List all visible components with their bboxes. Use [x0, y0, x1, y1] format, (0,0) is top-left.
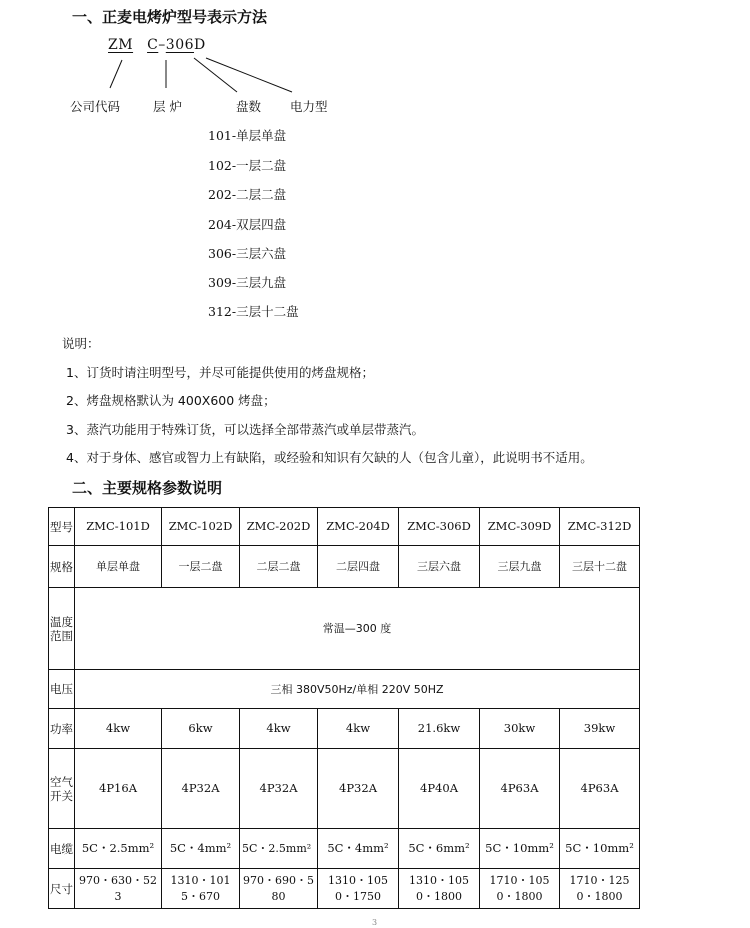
cell-power: 39kw: [560, 709, 640, 749]
model-item: 309-三层九盘: [208, 275, 287, 290]
cell-model: ZMC-204D: [318, 508, 399, 546]
cell-size: 1310・1015・670: [162, 869, 240, 909]
table-row-cable: [49, 829, 640, 869]
model-item: 202-二层二盘: [208, 187, 287, 202]
code-layer: C: [147, 37, 159, 53]
cell-spec: 一层二盘: [162, 546, 240, 588]
cell-air-switch: 4P16A: [75, 749, 162, 829]
code-company: ZM: [108, 37, 134, 53]
table-row-voltage: [49, 670, 640, 709]
cell-cable: 5C・6mm²: [399, 829, 480, 869]
cell-power: 6kw: [162, 709, 240, 749]
cell-cable: 5C・2.5mm²: [75, 829, 162, 869]
notes-heading: 说明：: [62, 336, 100, 351]
model-item: 312-三层十二盘: [208, 304, 299, 319]
row-header-spec: 规格: [49, 546, 75, 588]
table-row-power: [49, 709, 640, 749]
label-company-code: 公司代码: [70, 99, 121, 114]
cell-model: ZMC-102D: [162, 508, 240, 546]
cell-air-switch: 4P63A: [560, 749, 640, 829]
cell-air-switch: 4P63A: [480, 749, 560, 829]
model-item: 102-一层二盘: [208, 158, 287, 173]
cell-cable: 5C・10mm²: [560, 829, 640, 869]
cell-spec: 三层九盘: [480, 546, 560, 588]
label-layer: 层 炉: [153, 99, 182, 114]
cell-spec: 三层十二盘: [560, 546, 640, 588]
model-item: 101-单层单盘: [208, 128, 287, 143]
label-power-type: 电力型: [290, 99, 328, 114]
cell-power: 4kw: [240, 709, 318, 749]
row-header-cable: 电缆: [49, 829, 75, 869]
table-row-model: [49, 508, 640, 546]
cell-air-switch: 4P32A: [318, 749, 399, 829]
cell-air-switch: 4P32A: [162, 749, 240, 829]
cell-size: 1310・1050・1800: [399, 869, 480, 909]
cell-temperature: 常温—300 度: [75, 588, 640, 670]
cell-spec: 三层六盘: [399, 546, 480, 588]
cell-power: 30kw: [480, 709, 560, 749]
row-header-temperature: 温度范围: [49, 588, 75, 670]
cell-model: ZMC-312D: [560, 508, 640, 546]
section-1-title: 一、正麦电烤炉型号表示方法: [72, 8, 268, 26]
cell-power: 4kw: [318, 709, 399, 749]
table-row-size: [49, 869, 640, 909]
code-trays: 306: [165, 37, 195, 53]
cell-model: ZMC-101D: [75, 508, 162, 546]
table-row-air-switch: [49, 749, 640, 829]
cell-air-switch: 4P32A: [240, 749, 318, 829]
table-row-temperature: [49, 588, 640, 670]
row-header-power: 功率: [49, 709, 75, 749]
code-power: D: [194, 37, 206, 53]
model-item: 204-双层四盘: [208, 217, 287, 232]
cell-size: 1310・1050・1750: [318, 869, 399, 909]
cell-cable: 5C・4mm²: [162, 829, 240, 869]
note-item: 1、订货时请注明型号，并尽可能提供使用的烤盘规格；: [66, 365, 374, 380]
cell-model: ZMC-306D: [399, 508, 480, 546]
cell-model: ZMC-202D: [240, 508, 318, 546]
cell-spec: 二层四盘: [318, 546, 399, 588]
cell-cable: 5C・4mm²: [318, 829, 399, 869]
note-item: 2、烤盘规格默认为 400X600 烤盘；: [66, 393, 276, 408]
cell-spec: 二层二盘: [240, 546, 318, 588]
cell-air-switch: 4P40A: [399, 749, 480, 829]
label-tray-count: 盘数: [236, 99, 262, 114]
row-header-air-switch: 空气开关: [49, 749, 75, 829]
cell-size: 1710・1250・1800: [560, 869, 640, 909]
cell-cable: 5C・2.5mm²: [240, 829, 318, 869]
cell-voltage: 三相 380V50Hz/单相 220V 50HZ: [75, 670, 640, 709]
row-header-voltage: 电压: [49, 670, 75, 709]
cell-size: 1710・1050・1800: [480, 869, 560, 909]
cell-size: 970・630・523: [75, 869, 162, 909]
row-header-model: 型号: [49, 508, 75, 546]
note-item: 3、蒸汽功能用于特殊订货，可以选择全部带蒸汽或单层带蒸汽。: [66, 422, 424, 437]
cell-size: 970・690・580: [240, 869, 318, 909]
cell-spec: 单层单盘: [75, 546, 162, 588]
model-item: 306-三层六盘: [208, 246, 287, 261]
cell-cable: 5C・10mm²: [480, 829, 560, 869]
code-dash: –: [158, 37, 166, 53]
cell-power: 4kw: [75, 709, 162, 749]
section-2-title: 二、主要规格参数说明: [72, 479, 223, 497]
table-row-spec: [49, 546, 640, 588]
page-mark: 3: [372, 918, 378, 927]
spec-table: [48, 507, 640, 909]
row-header-size: 尺寸: [49, 869, 75, 909]
cell-power: 21.6kw: [399, 709, 480, 749]
cell-model: ZMC-309D: [480, 508, 560, 546]
note-item: 4、对于身体、感官或智力上有缺陷，或经验和知识有欠缺的人（包含儿童），此说明书不适用。: [66, 450, 593, 465]
